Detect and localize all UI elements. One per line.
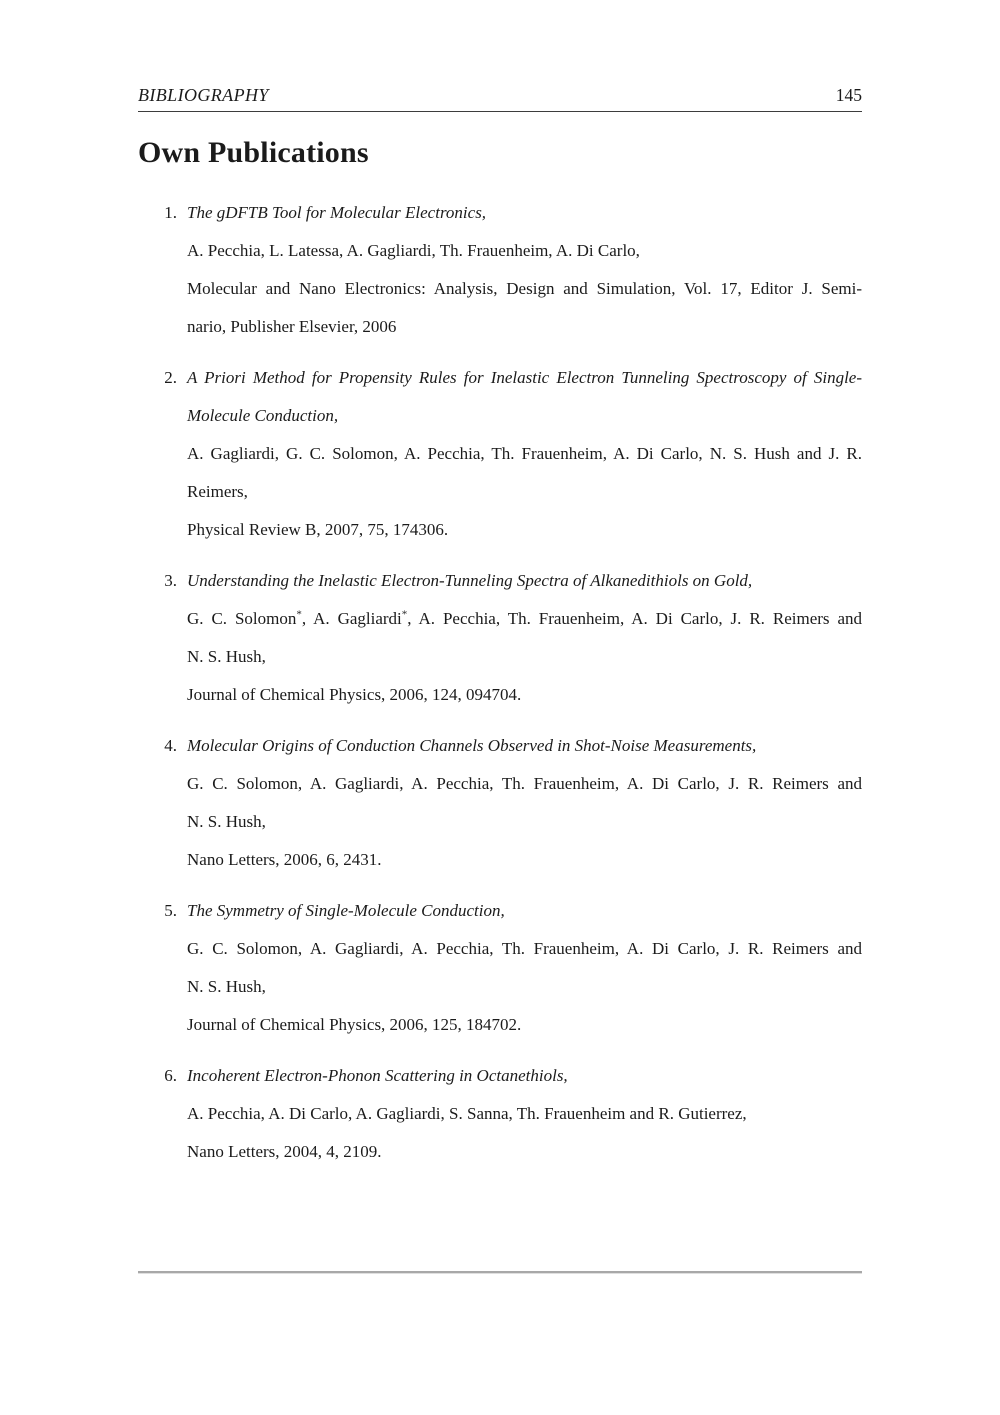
publication-number: 6.: [164, 1066, 177, 1085]
publication-line: A. Gagliardi, G. C. Solomon, A. Pecchia, Th. Frauenheim, A. Di Carlo, N. S. Hush and J. R.: [187, 444, 862, 463]
publication-lines: [187, 727, 862, 879]
publication-line: Physical Review B, 2007, 75, 174306.: [187, 520, 449, 539]
running-header: [138, 0, 862, 106]
publication-line: N. S. Hush,: [187, 647, 266, 666]
publication-line: N. S. Hush,: [187, 812, 266, 831]
publication-line: Nano Letters, 2006, 6, 2431.: [187, 850, 382, 869]
superscript-asterisk: *: [401, 608, 408, 621]
publication-line: Molecular and Nano Electronics: Analysis, Design and Simulation, Vol. 17, Editor J. Semi-: [187, 279, 862, 298]
header-rule: [138, 111, 862, 112]
page-number: 145: [835, 85, 862, 105]
publication-line: Understanding the Inelastic Electron-Tunneling Spectra of Alkanedithiols on Gold,: [187, 571, 753, 590]
publication-entry: [138, 727, 862, 879]
publication-line: Molecule Conduction,: [187, 406, 339, 425]
publication-entry: [138, 1057, 862, 1171]
publication-line: Nano Letters, 2004, 4, 2109.: [187, 1142, 382, 1161]
publication-lines: [187, 359, 862, 549]
publication-number: 5.: [164, 901, 177, 920]
publication-line: G. C. Solomon*, A. Gagliardi*, A. Pecchia, Th. Frauenheim, A. Di Carlo, J. R. Reimers and: [187, 608, 862, 628]
publication-entry: [138, 359, 862, 549]
publication-entry: [138, 194, 862, 346]
superscript-asterisk: *: [296, 608, 302, 621]
publication-line: Reimers,: [187, 482, 248, 501]
publication-line: G. C. Solomon, A. Gagliardi, A. Pecchia, Th. Frauenheim, A. Di Carlo, J. R. Reimers and: [187, 774, 862, 793]
publication-line: Journal of Chemical Physics, 2006, 125, 184702.: [187, 1015, 522, 1034]
publication-line: G. C. Solomon, A. Gagliardi, A. Pecchia, Th. Frauenheim, A. Di Carlo, J. R. Reimers and: [187, 939, 862, 958]
publication-line: nario, Publisher Elsevier, 2006: [187, 317, 397, 336]
publication-line: Incoherent Electron-Phonon Scattering in Octanethiols,: [187, 1066, 568, 1085]
publication-line: N. S. Hush,: [187, 977, 266, 996]
publication-number: 3.: [164, 571, 177, 590]
footer-rule: [138, 1271, 862, 1274]
publication-line: A Priori Method for Propensity Rules for Inelastic Electron Tunneling Spectroscopy of Single-: [187, 368, 862, 387]
publication-line: A. Pecchia, L. Latessa, A. Gagliardi, Th. Frauenheim, A. Di Carlo,: [187, 241, 640, 260]
publication-line: Journal of Chemical Physics, 2006, 124, 094704.: [187, 685, 522, 704]
publication-number: 2.: [164, 368, 177, 387]
publication-lines: [187, 562, 862, 714]
publication-entry: [138, 562, 862, 714]
publication-number: 1.: [164, 203, 177, 222]
publication-list: [138, 194, 862, 1171]
publication-line: The Symmetry of Single-Molecule Conduction,: [187, 901, 505, 920]
publication-line: Molecular Origins of Conduction Channels Observed in Shot-Noise Measurements,: [187, 736, 757, 755]
publication-number: 4.: [164, 736, 177, 755]
publication-lines: [187, 1057, 862, 1171]
publication-lines: [187, 892, 862, 1044]
publication-entry: [138, 892, 862, 1044]
publication-lines: [187, 194, 862, 346]
publication-line: A. Pecchia, A. Di Carlo, A. Gagliardi, S. Sanna, Th. Frauenheim and R. Gutierrez,: [187, 1104, 747, 1123]
publication-line: The gDFTB Tool for Molecular Electronics,: [187, 203, 487, 222]
section-title: Own Publications: [138, 136, 369, 169]
chapter-header-label: BIBLIOGRAPHY: [138, 85, 269, 105]
